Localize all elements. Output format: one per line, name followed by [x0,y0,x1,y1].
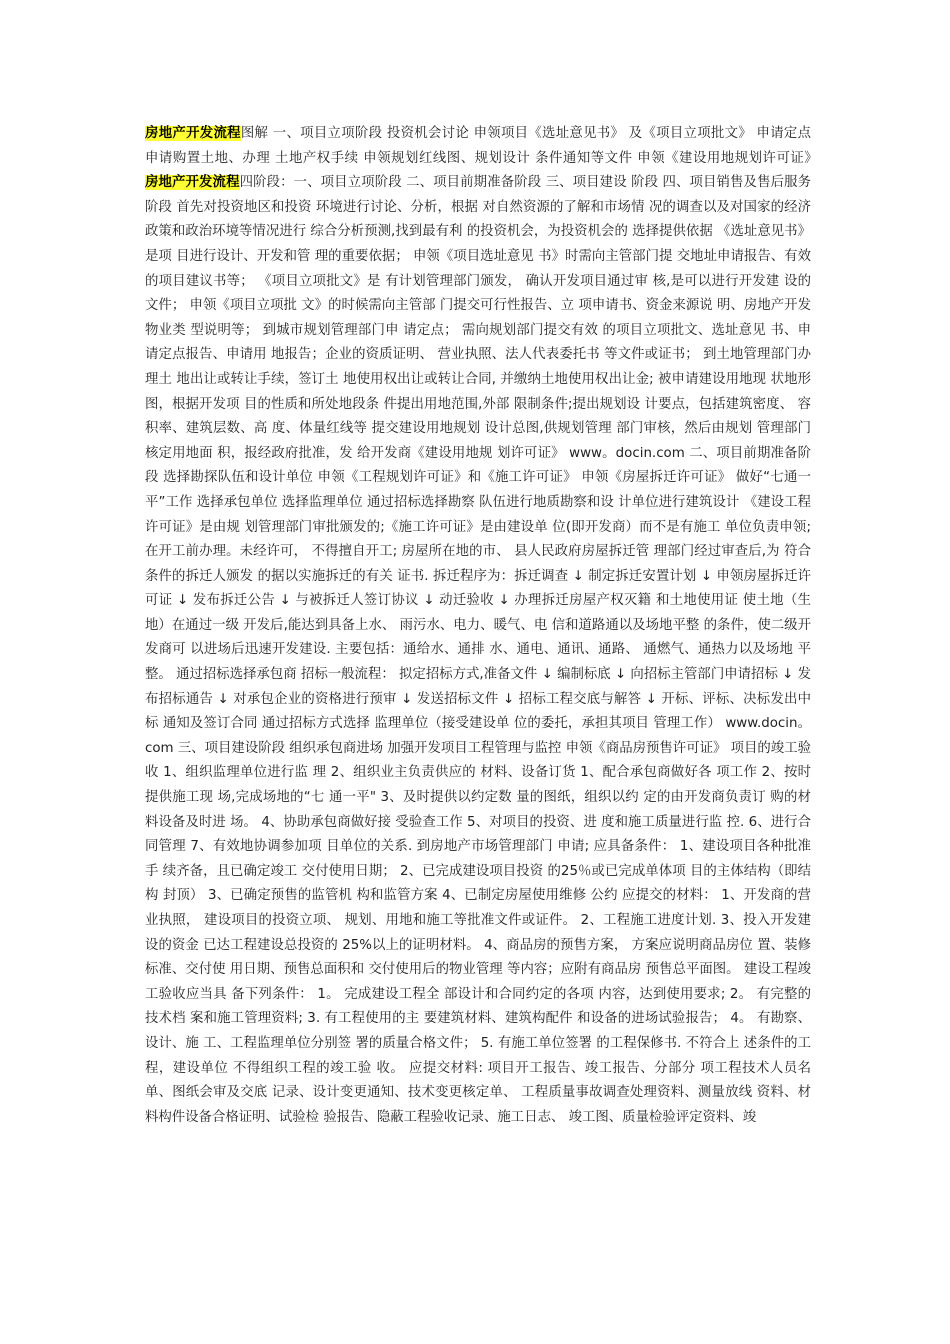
highlighted-title-1: 房地产开发流程 [145,126,241,141]
document-body [145,122,825,1130]
body-text-2: 四阶段：一、项目立项阶段 二、项目前期准备阶段 三、项目建设 阶段 四、项目销售及售后服务阶段 首先对投资地区和投资 环境进行讨论、分析，根据 对自然资源的了解和市场情 况的调查以及对国家的经济 政策和政治环境等情况进行 综合分析预测,找到最有利 的投资机会，为投资机会的 选择提供依据 《选址意见书》是项 目进行设计、开发和管 理的重要依据； 申领《项目选址意见 书》时需向主管部门提 交地址申请报告、有效 的项目建议书等； 《项目立项批文》是 有计划管理部门颁发， 确认开发项目通过审 核,是可以进行开发建 设的文件； 申领《项目立项批 文》的时候需向主管部 门提交可行性报告、立 项申请书、资金来源说 明、房地产开发物业类 型说明等； 到城市规划管理部门申 请定点； 需向规划部门提交有效 的项目立项批文、选址意见 书、申请定点报告、申请用 地报告；企业的资质证明、 营业执照、法人代表委托书 等文件或证书； 到土地管理部门办理土 地出让或转让手续，签订土 地使用权出让或转让合同, 并缴纳土地使用权出让金; 被申请建设用地现 状地形图，根据开发项 目的性质和所处地段条 件提出用地范围,外部 限制条件;提出规划设 计要点，包括建筑密度、 容积率、建筑层数、高 度、体量红线等 提交建设用地规划 设计总图,供规划管理 部门审核，然后由规划 管理部门核定用地面 积，报经政府批准，发 给开发商《建设用地规 划许可证》 www。docin.com 二、项目前期准备阶段 选择勘探队伍和设计单位 申领《工程规划许可证》和《施工许可证》 申领《房屋拆迁许可证》 做好“七通一平”工作 选择承包单位 选择监理单位 通过招标选择勘察 队伍进行地质勘察和设 计单位进行建筑设计 《建设工程许可证》是由规 划管理部门审批颁发的;《施工许可证》是由建设单 位(即开发商）而不是有施工 单位负责申领; 在开工前办理。未经许可， 不得擅自开工; 房屋所在地的市、 县人民政府房屋拆迁管 理部门经过审查后,为 符合条件的拆迁人颁发 的据以实施拆迁的有关 证书. 拆迁程序为：拆迁调查 ↓ 制定拆迁安置计划 ↓ 申领房屋拆迁许可证 ↓ 发布拆迁公告 ↓ 与被拆迁人签订协议 ↓ 动迁验收 ↓ 办理拆迁房屋产权灭籍 和土地使用证 使土地（生地）在通过一级 开发后,能达到具备上水、 雨污水、电力、暖气、电 信和道路通以及场地平整 的条件，使二级开发商可 以进场后迅速开发建设. 主要包括：通给水、通排 水、通电、通讯、通路、 通燃气、通热力以及场地 平整。 通过招标选择承包商 招标一般流程： 拟定招标方式,准备文件 ↓ 编制标底 ↓ 向招标主管部门申请招标 ↓ 发布招标通告 ↓ 对承包企业的资格进行预审 ↓ 发送招标文件 ↓ 招标工程交底与解答 ↓ 开标、评标、决标发出中标 通知及签订合同 通过招标方式选择 监理单位（接受建设单 位的委托，承担其项目 管理工作） www.docin。com 三、项目建设阶段 组织承包商进场 加强开发项目工程管理与监控 申领《商品房预售许可证》 项目的竣工验收 1、组织监理单位进行监 理 2、组织业主负责供应的 材料、设备订货 1、配合承包商做好各 项工作 2、按时提供施工现 场,完成场地的“七 通一平" 3、及时提供以约定数 量的图纸，组织以约 定的由开发商负责订 购的材料设备及时进 场。 4、协助承包商做好接 受验查工作 5、对项目的投资、进 度和施工质量进行监 控. 6、进行合同管理 7、有效地协调参加项 目单位的关系. 到房地产市场管理部门 申请; 应具备条件： 1、建设项目各种批准手 续齐备，且已确定竣工 交付使用日期； 2、已完成建设项目投资 的25％或已完成单体项 目的主体结构（即结构 封顶） 3、已确定预售的监管机 构和监管方案 4、已制定房屋使用维修 公约 应提交的材料： 1、开发商的营业执照， 建设项目的投资立项、 规划、用地和施工等批准文件或证件。 2、工程施工进度计划. 3、投入开发建设的资金 已达工程建设总投资的 25%以上的证明材料。 4、商品房的预售方案， 方案应说明商品房位 置、装修标准、交付使 用日期、预售总面积和 交付使用后的物业管理 等内容；应附有商品房 预售总平面图。 建设工程竣工验收应当具 备下列条件： 1。 完成建设工程全 部设计和合同约定的各项 内容，达到使用要求; 2。 有完整的技术档 案和施工管理资料; 3. 有工程使用的主 要建筑材料、建筑构配件 和设备的进场试验报告； 4。 有勘察、设计、施 工、工程监理单位分别签 署的质量合格文件； 5. 有施工单位签署 的工程保修书. 不符合上 述条件的工程，建设单位 不得组织工程的竣工验 收。 应提交材料: 项目开工报告、竣工报告、分部分 项工程技术人员名单、图纸会审及交底 记录、设计变更通知、技术变更核定单、 工程质量事故调查处理资料、测量放线 资料、材料构件设备合格证明、试验检 验报告、隐蔽工程验收记录、施工日志、 竣工图、质量检验评定资料、竣 [145,175,812,1125]
highlighted-title-2: 房地产开发流程 [145,175,240,191]
body-text-1: 图解 一、项目立项阶段 投资机会讨论 申领项目《选址意见书》 及《项目立项批文》 申请定点 申请购置土地、办理 土地产权手续 申领规划红线图、规划设计 条件通知等文件 申领《建设用地规划许可证》 [145,126,825,166]
